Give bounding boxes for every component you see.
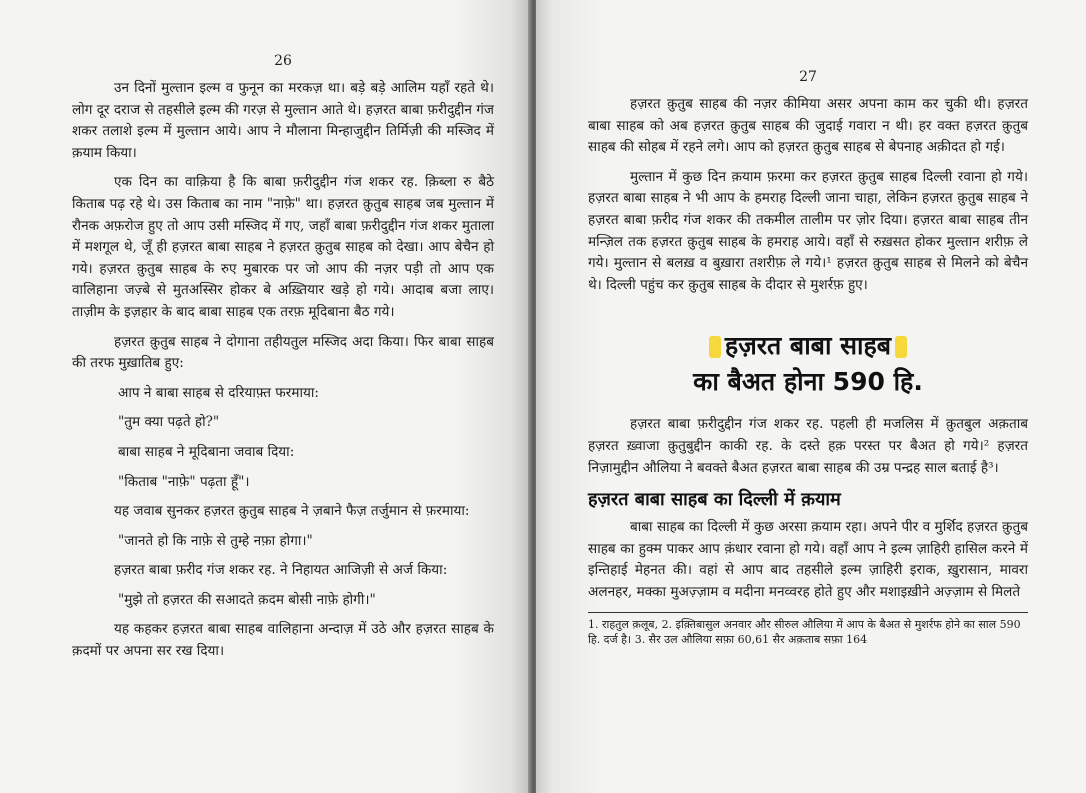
paragraph: एक दिन का वाक़िया है कि बाबा फ़रीदुद्दीन गंज शकर रह. क़िब्ला रु बैठे किताब पढ़ रहे थे। उस किताब का नाम "नाफ़े" था। हज़रत क़ुतुब साहब जब मुल्तान में रौनक अफ़रोज हुए तो आप उसी मस्जिद में गए, जहाँ बाबा फ़रीदुद्दीन गंज शकर मुताला में मशगूल थे, जूँ ही हज़रत बाबा साहब ने हज़रत क़ुतुब साहब को देखा। आप बेचैन हो गये। हज़रत क़ुतुब साहब के रुए मुबारक पर जो आप की नज़र पड़ी तो आप एक वालिहाना जज़्बे से मुतअस्सिर होकर बे अख़्तियार खड़े हो गये। आदाब बजा लाए। ताज़ीम के इज़हार के बाद बाबा साहब एक तरफ़ मूदिबाना बैठ गये। [72, 174, 494, 320]
subheading: हज़रत बाबा साहब का दिल्ली में क़याम [588, 489, 841, 511]
dialogue-line: आप ने बाबा साहब से दरियाफ़्त फरमाया: [118, 384, 319, 401]
paragraph: यह जवाब सुनकर हज़रत क़ुतुब साहब ने ज़बाने फैज़ तर्जुमान से फ़रमाया: [114, 503, 470, 520]
paragraph: उन दिनों मुल्तान इल्म व फुनून का मरकज़ था। बड़े बड़े आलिम यहाँ रहते थे। लोग दूर दराज से तहसीले इल्म की गरज़ से मुल्तान आते थे। हज़रत बाबा फ़रीदुद्दीन गंज शकर तलाशे इल्म में मुल्तान आये। आप ने मौलाना मिन्हाजुद्दीन तिर्मिज़ी की मस्जिद में क़याम किया। [72, 80, 494, 161]
footnote-divider [588, 612, 1028, 613]
paragraph: मुल्तान में कुछ दिन क़याम फ़रमा कर हज़रत क़ुतुब साहब दिल्ली रवाना हो गये। हज़रत बाबा साहब ने भी आप के हमराह दिल्ली जाना चाहा, लेकिन हज़रत क़ुतुब साहब ने हज़रत बाबा फ़रीद गंज शकर की तकमील तालीम पर ज़ोर दिया। हज़रत बाबा साहब तीन मन्ज़िल तक हज़रत क़ुतुब साहब के हमराह आये। वहाँ से रुख़सत होकर मुल्तान शरीफ़ ले गये। मुल्तान से बलख़ व बुख़ारा तशरीफ़ ले गये।¹ हज़रत क़ुतुब साहब से मिलने को बेचैन थे। दिल्ली पहुंच कर क़ुतुब साहब के दीदार से मुशर्रफ़ हुए। [588, 168, 1028, 293]
left-page [0, 0, 532, 793]
paragraph: बाबा साहब का दिल्ली में कुछ अरसा क़याम रहा। अपने पीर व मुर्शिद हज़रत क़ुतुब साहब का हुक्म पाकर आप क़ंधार रवाना हो गये। वहाँ आप ने इल्म ज़ाहिरी हासिल करने में इन्तिहाई मेहनत की। वहां से आप बाद तहसीले इल्म ज़ाहिरी इराक, ख़ुरासान, मावरा अलनहर, मक्का मुअज़्ज़ाम व मदीना मनव्वरह होते हुए और मशाइख़ीने अज़्ज़ाम से मिलते [588, 519, 1028, 600]
paragraph: हज़रत बाबा फ़रीदुद्दीन गंज शकर रह. पहली ही मजलिस में क़ुतबुल अक़ताब हज़रत ख़्वाजा क़ुतुबुद्दीन काकी रह. के दस्ते हक़ परस्त पर बैअत हो गये।² हज़रत निज़ामुद्दीन औलिया ने बवक्ते बैअत हज़रत बाबा साहब की उम्र पन्द्रह साल बताई है³। [588, 416, 1028, 476]
paragraph: हज़रत बाबा फ़रीद गंज शकर रह. ने निहायत आजिज़ी से अर्ज किया: [114, 562, 448, 579]
page-number-right: 27 [799, 69, 817, 85]
right-page [536, 0, 1086, 793]
quote-line: "मुझे तो हज़रत की सआदते क़दम बोसी नाफ़े होगी।" [118, 591, 376, 608]
paragraph: हज़रत क़ुतुब साहब ने दोगाना तहीयतुल मस्जिद अदा किया। फिर बाबा साहब की तरफ मुख़ातिब हुए: [72, 333, 494, 372]
paragraph: यह कहकर हज़रत बाबा साहब वालिहाना अन्दाज़ में उठे और हज़रत साहब के क़दमों पर अपना सर रख दिया। [72, 621, 494, 660]
dialogue-line: "किताब "नाफ़े" पढ़ता हूँ"। [118, 473, 250, 490]
section-heading [588, 328, 1028, 400]
page-number-left: 26 [274, 53, 292, 69]
footnote: 1. राहतुल क़लूब, 2. इक़्तिबासुल अनवार और सीरुल औलिया में आप के बैअत से मुशर्रफ होने का साल 590 हि. दर्ज है। 3. सैर उल औलिया सफ़ा 60,61 सैर अक़ताब सफ़ा 164 [588, 617, 1021, 646]
section-heading-line-1: हज़रत बाबा साहब [588, 328, 1028, 364]
paragraph: हज़रत क़ुतुब साहब की नज़र कीमिया असर अपना काम कर चुकी थी। हज़रत बाबा साहब को अब हज़रत क़ुतुब साहब की जुदाई गवारा न थी। हर वक्त हज़रत क़ुतुब साहब की सोहब में रहने लगे। आप को हज़रत क़ुतुब साहब से बेपनाह अक़ीदत हो गई। [588, 96, 1028, 156]
section-heading-line-2: का बैअत होना 590 हि. [693, 367, 923, 397]
highlight-mark [709, 336, 721, 358]
highlight-mark [895, 336, 907, 358]
dialogue-line: "तुम क्या पढ़ते हो?" [118, 414, 220, 431]
dialogue-line: बाबा साहब ने मूदिबाना जवाब दिया: [118, 443, 295, 460]
quote-line: "जानते हो कि नाफ़े से तुम्हे नफ़ा होगा।" [118, 532, 313, 549]
